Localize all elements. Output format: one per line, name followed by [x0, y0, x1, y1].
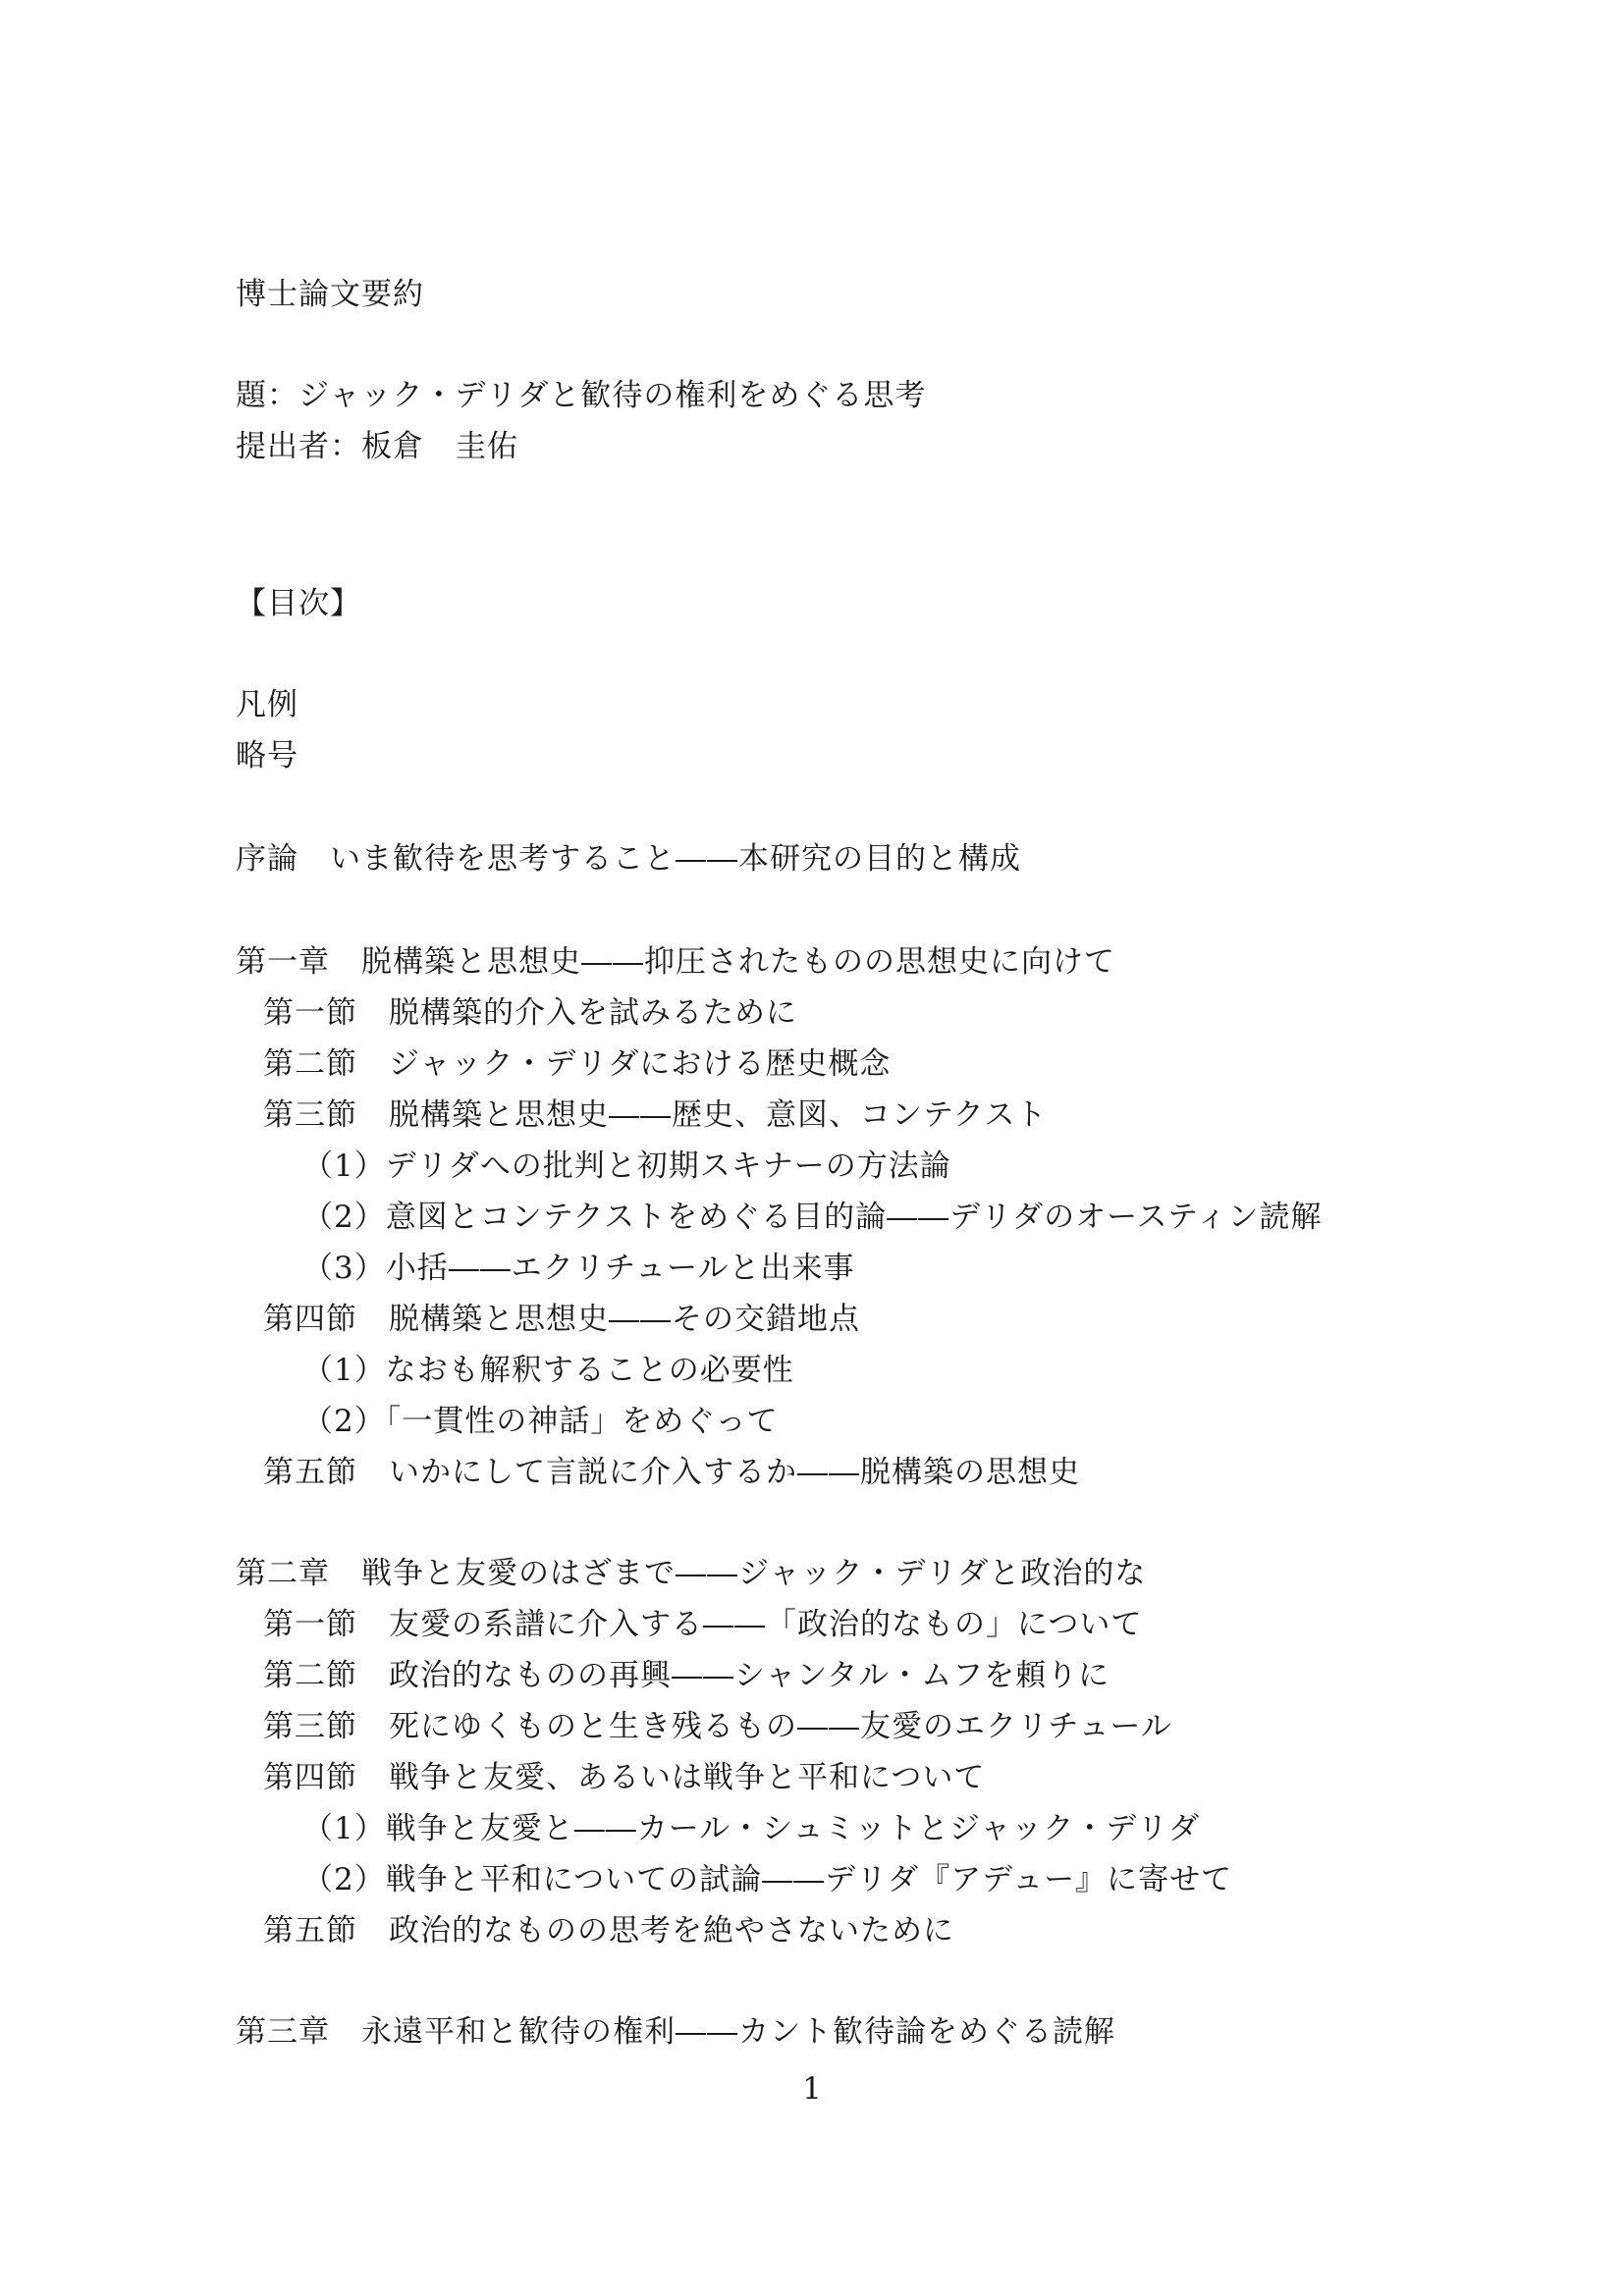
toc-chapter-2: 第二章 戦争と友愛のはざまで――ジャック・デリダと政治的な: [236, 1556, 1147, 1591]
toc-subsection: （1）なおも解釈することの必要性: [302, 1353, 794, 1388]
toc-section: 第五節 いかにして言説に介入するか――脱構築の思想史: [263, 1455, 1080, 1490]
toc-subsection: （2）「一貫性の神話」をめぐって: [302, 1404, 779, 1439]
toc-section: 第三節 脱構築と思想史――歴史、意図、コンテクスト: [263, 1097, 1048, 1133]
toc-subsection: （2）戦争と平和についての試論――デリダ『アデュー』に寄せて: [302, 1862, 1233, 1897]
document-type: 博士論文要約: [236, 277, 424, 312]
toc-subsection: （1）デリダへの批判と初期スキナーの方法論: [302, 1148, 951, 1184]
toc-section: 第二節 ジャック・デリダにおける歴史概念: [263, 1046, 892, 1082]
toc-section: 第一節 友愛の系譜に介入する――「政治的なもの」について: [263, 1607, 1143, 1642]
toc-subsection: （3）小括――エクリチュールと出来事: [302, 1251, 855, 1286]
toc-heading: 【目次】: [236, 586, 361, 621]
thesis-title: 題：ジャック・デリダと歓待の権利をめぐる思考: [236, 378, 927, 413]
toc-section: 第五節 政治的なものの思考を絶やさないために: [263, 1913, 954, 1949]
toc-item-hanrei: 凡例: [236, 687, 298, 722]
toc-item-ryakugo: 略号: [236, 738, 298, 774]
toc-subsection: （2）意図とコンテクストをめぐる目的論――デリダのオースティン読解: [302, 1200, 1323, 1235]
toc-section: 第四節 脱構築と思想史――その交錯地点: [263, 1302, 860, 1337]
page-number: 1: [802, 2071, 822, 2107]
toc-section: 第三節 死にゆくものと生き残るもの――友愛のエクリチュール: [263, 1709, 1172, 1744]
author-line: 提出者：板倉 圭佑: [236, 429, 518, 464]
toc-section: 第二節 政治的なものの再興――シャンタル・ムフを頼りに: [263, 1658, 1110, 1693]
toc-section: 第一節 脱構築的介入を試みるために: [263, 995, 797, 1031]
toc-section: 第四節 戦争と友愛、あるいは戦争と平和について: [263, 1760, 986, 1795]
toc-chapter-1: 第一章 脱構築と思想史――抑圧されたものの思想史に向けて: [236, 944, 1115, 980]
toc-item-intro: 序論 いま歓待を思考すること――本研究の目的と構成: [236, 841, 1021, 877]
toc-subsection: （1）戦争と友愛と――カール・シュミットとジャック・デリダ: [302, 1811, 1201, 1846]
toc-chapter-3: 第三章 永遠平和と歓待の権利――カント歓待論をめぐる読解: [236, 2014, 1115, 2050]
